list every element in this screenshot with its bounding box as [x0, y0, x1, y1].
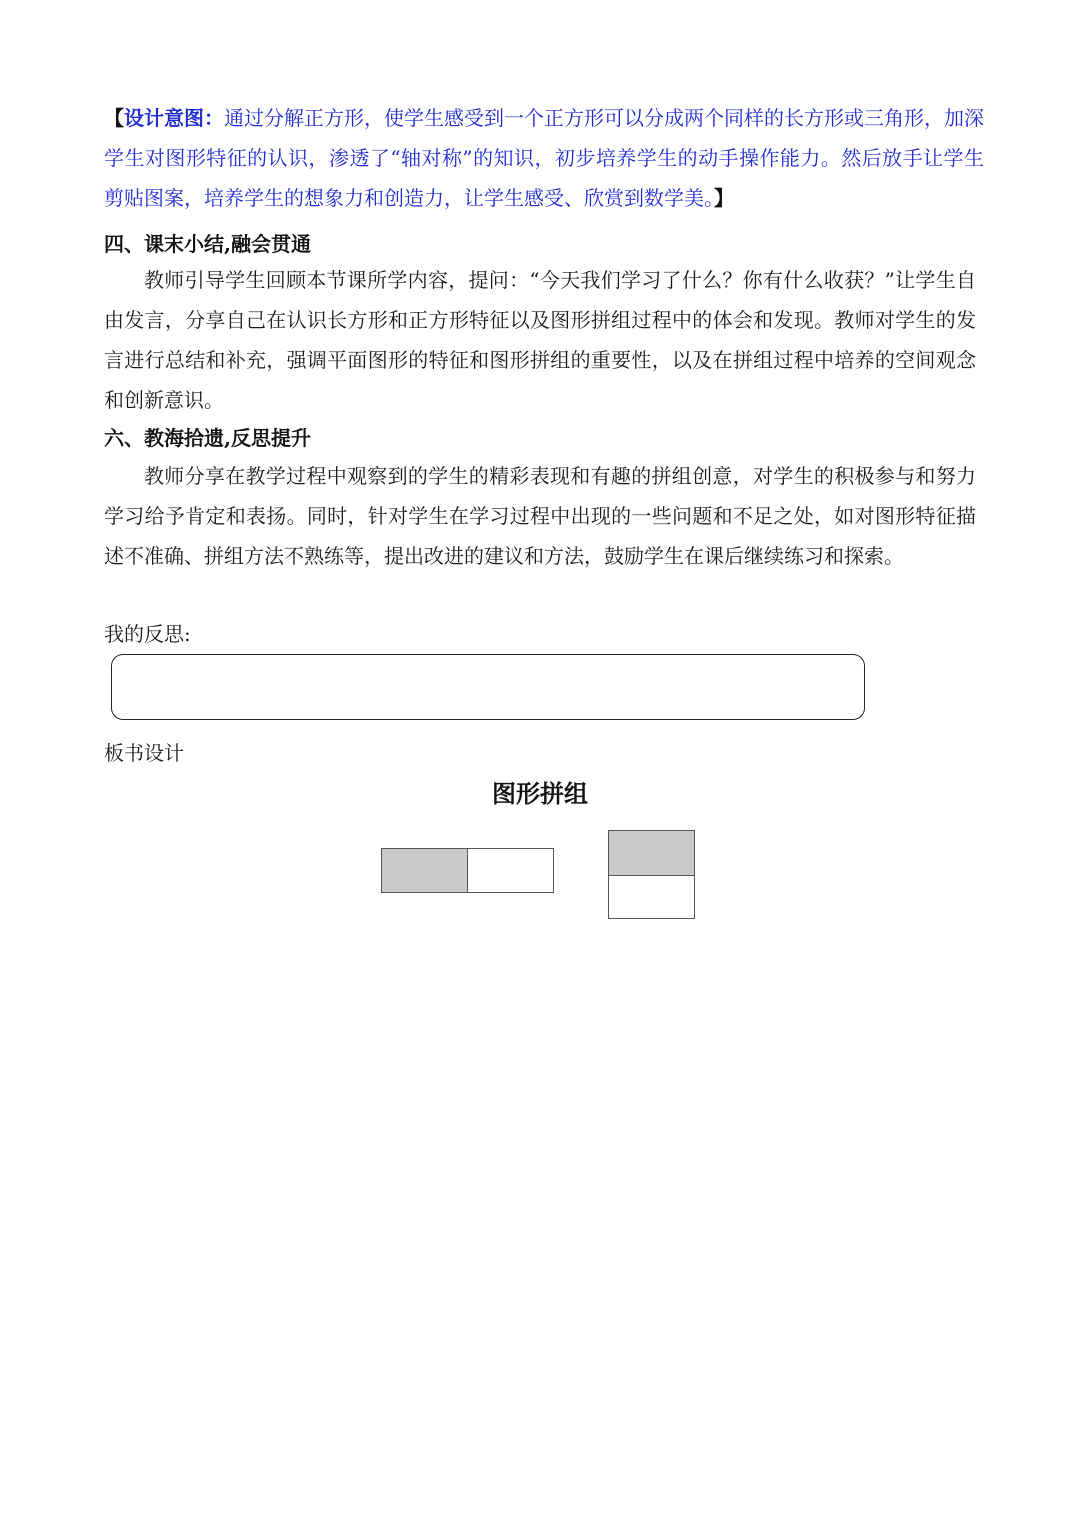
design-intent-block	[104, 98, 984, 218]
vertical-split-top-gray-rect	[608, 830, 695, 877]
section-four-heading: 四、课末小结,融会贯通	[104, 232, 311, 256]
close-bracket: 】	[714, 186, 734, 210]
horizontal-split-left-gray-rect	[381, 848, 469, 893]
section-four-paragraph: 教师引导学生回顾本节课所学内容，提问：“今天我们学习了什么？你有什么收获？”让学生自由发言，分享自己在认识长方形和正方形特征以及图形拼组过程中的体会和发现。教师对学生的发言进行总结和补充，强调平面图形的特征和图形拼组的重要性，以及在拼组过程中培养的空间观念和创新意识。	[104, 268, 976, 412]
section-six-heading: 六、教海拾遗,反思提升	[104, 426, 311, 450]
board-title: 图形拼组	[492, 779, 588, 808]
design-intent-label: 设计意图：	[124, 106, 224, 130]
vertical-split-bottom-white-rect	[608, 875, 695, 919]
reflection-label: 我的反思:	[104, 622, 191, 646]
open-bracket: 【	[104, 106, 124, 130]
design-intent-text: 通过分解正方形，使学生感受到一个正方形可以分成两个同样的长方形或三角形，加深学生对图形特征的认识，渗透了“轴对称”的知识，初步培养学生的动手操作能力。然后放手让学生剪贴图案，培养学生的想象力和创造力，让学生感受、欣赏到数学美。	[104, 106, 984, 210]
board-design-label: 板书设计	[104, 741, 184, 765]
reflection-input-box[interactable]	[111, 654, 865, 720]
horizontal-split-right-white-rect	[467, 848, 554, 893]
section-six-paragraph: 教师分享在教学过程中观察到的学生的精彩表现和有趣的拼组创意，对学生的积极参与和努力学习给予肯定和表扬。同时，针对学生在学习过程中出现的一些问题和不足之处，如对图形特征描述不准确、拼组方法不熟练等，提出改进的建议和方法，鼓励学生在课后继续练习和探索。	[104, 464, 976, 568]
